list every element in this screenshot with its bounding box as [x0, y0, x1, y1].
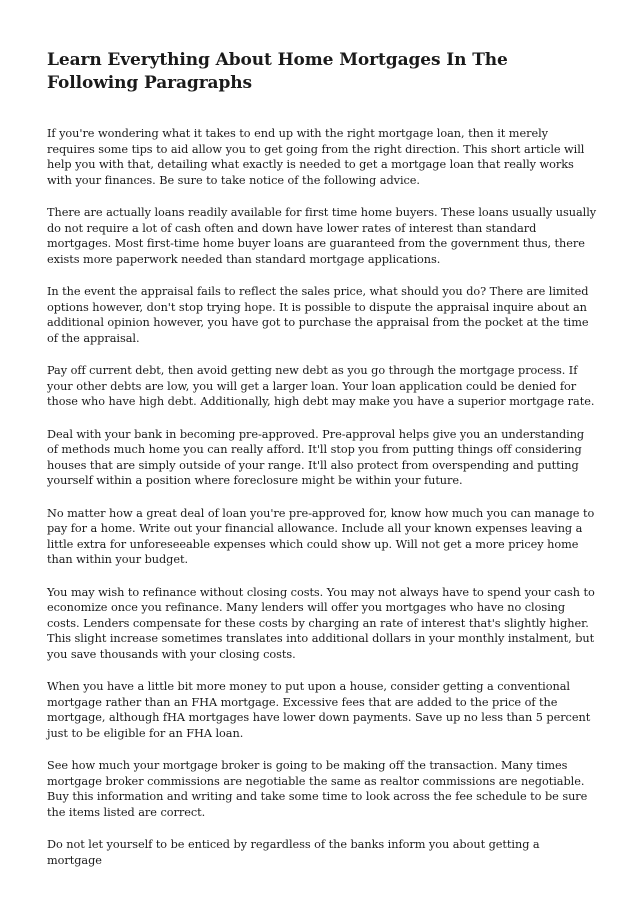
paragraph-8: When you have a little bit more money to put upon a house, consider getting a conventional mortgage rather than an FHA mortgage. Excessive fees that are added to the price of the mortgage, although fHA mortgages have lower down payments. Save up no less than 5 percent just to be eligible for an FHA loan. [47, 680, 591, 740]
paragraph-3: In the event the appraisal fails to reflect the sales price, what should you do? There are limited options however, don't stop trying hope. It is possible to dispute the appraisal inquire about an additional opinion however, you have got to purchase the appraisal from the pocket at the time of the appraisal. [47, 285, 589, 345]
document-title: Learn Everything About Home Mortgages In The Following Paragraphs [47, 50, 508, 93]
paragraph-7: You may wish to refinance without closing costs. You may not always have to spend your cash to economize once you refinance. Many lenders will offer you mortgages who have no closing costs. Lenders compensate for these costs by charging an rate of interest that's slightly higher. This slight increase sometimes translates into additional dollars in your monthly instalment, but you save thousands with your closing costs. [47, 585, 595, 661]
document-page [47, 49, 597, 885]
paragraph-2: There are actually loans readily available for first time home buyers. These loans usually usually do not require a lot of cash often and down have lower rates of interest than standard mortgages. Most first-time home buyer loans are guaranteed from the government thus, there exists more paperwork needed than standard mortgage applications. [47, 206, 597, 266]
paragraph-1: If you're wondering what it takes to end up with the right mortgage loan, then it merely requires some tips to aid allow you to get going from the right direction. This short article will help you with that, detailing what exactly is needed to get a mortgage loan that really works with your finances. Be sure to take notice of the following advice. [47, 127, 585, 187]
paragraph-5: Deal with your bank in becoming pre-approved. Pre-approval helps give you an understanding of methods much home you can really afford. It'll stop you from putting things off considering houses that are simply outside of your range. It'll also protect from overspending and putting yourself within a position where foreclosure might be within your future. [47, 427, 585, 487]
paragraph-6: No matter how a great deal of loan you're pre-approved for, know how much you can manage to pay for a home. Write out your financial allowance. Include all your known expenses leaving a little extra for unforeseeable expenses which could show up. Will not get a more pricey home than within your budget. [47, 506, 595, 566]
paragraph-4: Pay off current debt, then avoid getting new debt as you go through the mortgage process. If your other debts are low, you will get a larger loan. Your loan application could be denied for those who have high debt. Additionally, high debt may make you have a superior mortgage rate. [47, 364, 595, 408]
paragraph-10: Do not let yourself to be enticed by regardless of the banks inform you about getting a mortgage [47, 838, 540, 867]
paragraph-9: See how much your mortgage broker is going to be making off the transaction. Many times mortgage broker commissions are negotiable the same as realtor commissions are negotiable. Buy this information and writing and take some time to look across the fee schedule to be sure the items listed are correct. [47, 759, 588, 819]
